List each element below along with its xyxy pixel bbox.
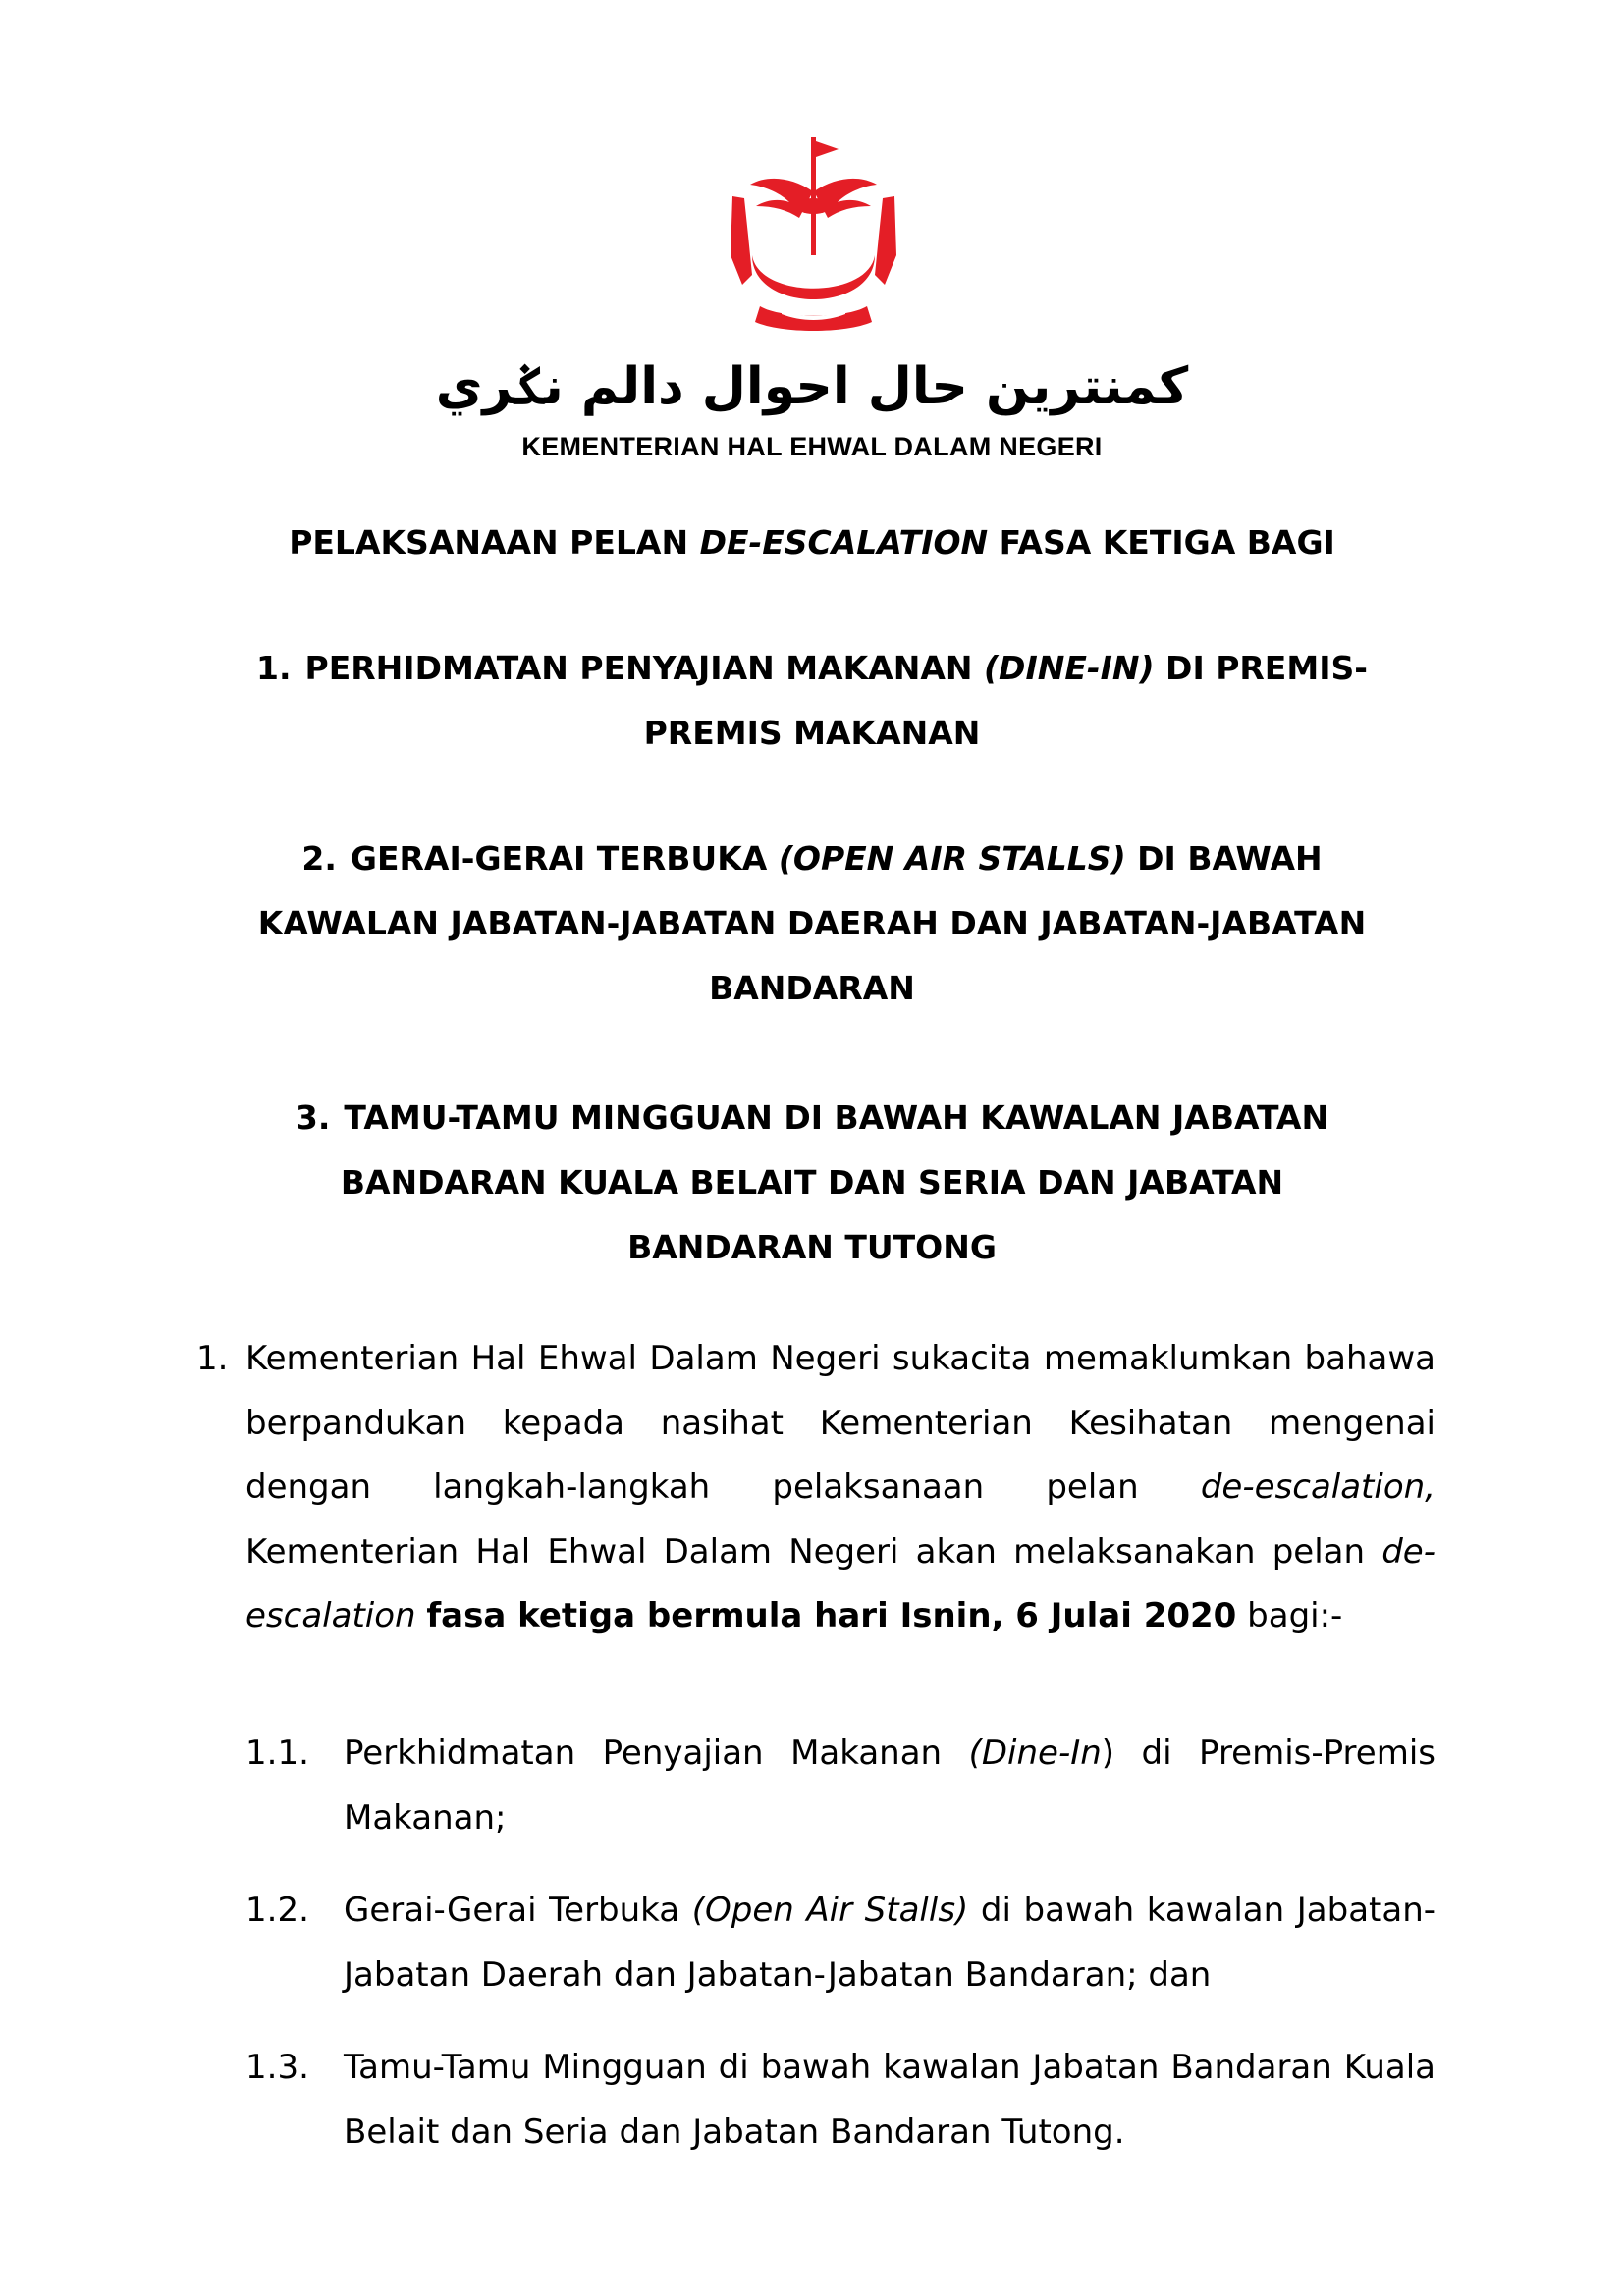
heading-item-number: 1. [256,649,292,687]
subitem-1-1 [245,1722,1435,1850]
heading-item-italic: (DINE-IN) [983,649,1155,687]
heading-item-italic: (OPEN AIR STALLS) [778,839,1126,878]
paragraph-bold: fasa ketiga bermula hari Isnin, 6 Julai 2020 [426,1596,1237,1635]
document-title [0,510,1624,575]
subitem-italic: (Open Air Stalls) [691,1891,969,1930]
paragraph-text: bagi:- [1236,1596,1343,1635]
subitem-number: 1.1. [245,1734,309,1773]
paragraph-italic: de-escalation, [1200,1468,1435,1507]
subitem-number: 1.3. [245,2048,309,2087]
subitem-1-3 [245,2036,1435,2164]
heading-item-number: 3. [295,1098,331,1137]
heading-item-2 [236,827,1388,1021]
ministry-name: KEMENTERIAN HAL EHWAL DALAM NEGERI [521,432,1103,461]
subitem-text [344,2036,1435,2164]
heading-item-text: PERHIDMATAN PENYAJIAN MAKANAN [304,649,984,687]
subitem-text [344,1722,1435,1850]
heading-item-3 [236,1086,1388,1280]
subitem-italic: (Dine-In [968,1734,1102,1773]
heading-item-1 [236,636,1388,766]
subitem-text-part: ) di Premis-Premis Makanan; [344,1734,1435,1838]
title-italic: DE-ESCALATION [699,523,989,561]
subitem-1-2 [245,1879,1435,2007]
subitem-text-part: Tamu-Tamu Mingguan di bawah kawalan Jabatan Bandaran Kuala Belait dan Seria dan Jabatan Bandaran Tutong. [344,2048,1435,2152]
subitem-text [344,1879,1435,2007]
subitem-text-part: di bawah kawalan Jabatan-Jabatan Daerah dan Jabatan-Jabatan Bandaran; dan [344,1891,1436,1995]
title-part1: PELAKSANAAN PELAN [289,523,700,561]
paragraph-number: 1. [196,1339,229,1378]
paragraph-space [416,1596,427,1635]
subitem-number: 1.2. [245,1891,309,1930]
paragraph-text: Kementerian Hal Ehwal Dalam Negeri akan melaksanakan pelan [245,1531,1382,1572]
ministry-arabic-name: كمنترين حال احوال دالم نݢري [435,357,1189,416]
paragraph-italic: de-escalation [245,1531,1435,1635]
national-crest-logo [723,137,904,348]
heading-item-text: GERAI-GERAI TERBUKA [350,839,779,878]
subitem-text-part: Gerai-Gerai Terbuka [344,1891,692,1930]
paragraph-text: Kementerian Hal Ehwal Dalam Negeri sukacita memaklumkan bahawa berpandukan kepada nasihat Kementerian Kesihatan mengenai dengan langkah-langkah pelaksanaan pelan [245,1339,1435,1507]
subitem-text-part: Perkhidmatan Penyajian Makanan [344,1734,969,1773]
heading-item-text-end: DI PREMIS-PREMIS MAKANAN [643,649,1368,752]
title-part3: FASA KETIGA BAGI [988,523,1335,561]
heading-item-text: TAMU-TAMU MINGGUAN DI BAWAH KAWALAN JABATAN BANDARAN KUALA BELAIT DAN SERIA DAN JABATAN BANDARAN TUTONG [340,1098,1329,1266]
heading-item-text-end: DI BAWAH KAWALAN JABATAN-JABATAN DAERAH DAN JABATAN-JABATAN BANDARAN [257,839,1367,1007]
paragraph-1 [196,1327,1435,1649]
heading-item-number: 2. [301,839,337,878]
